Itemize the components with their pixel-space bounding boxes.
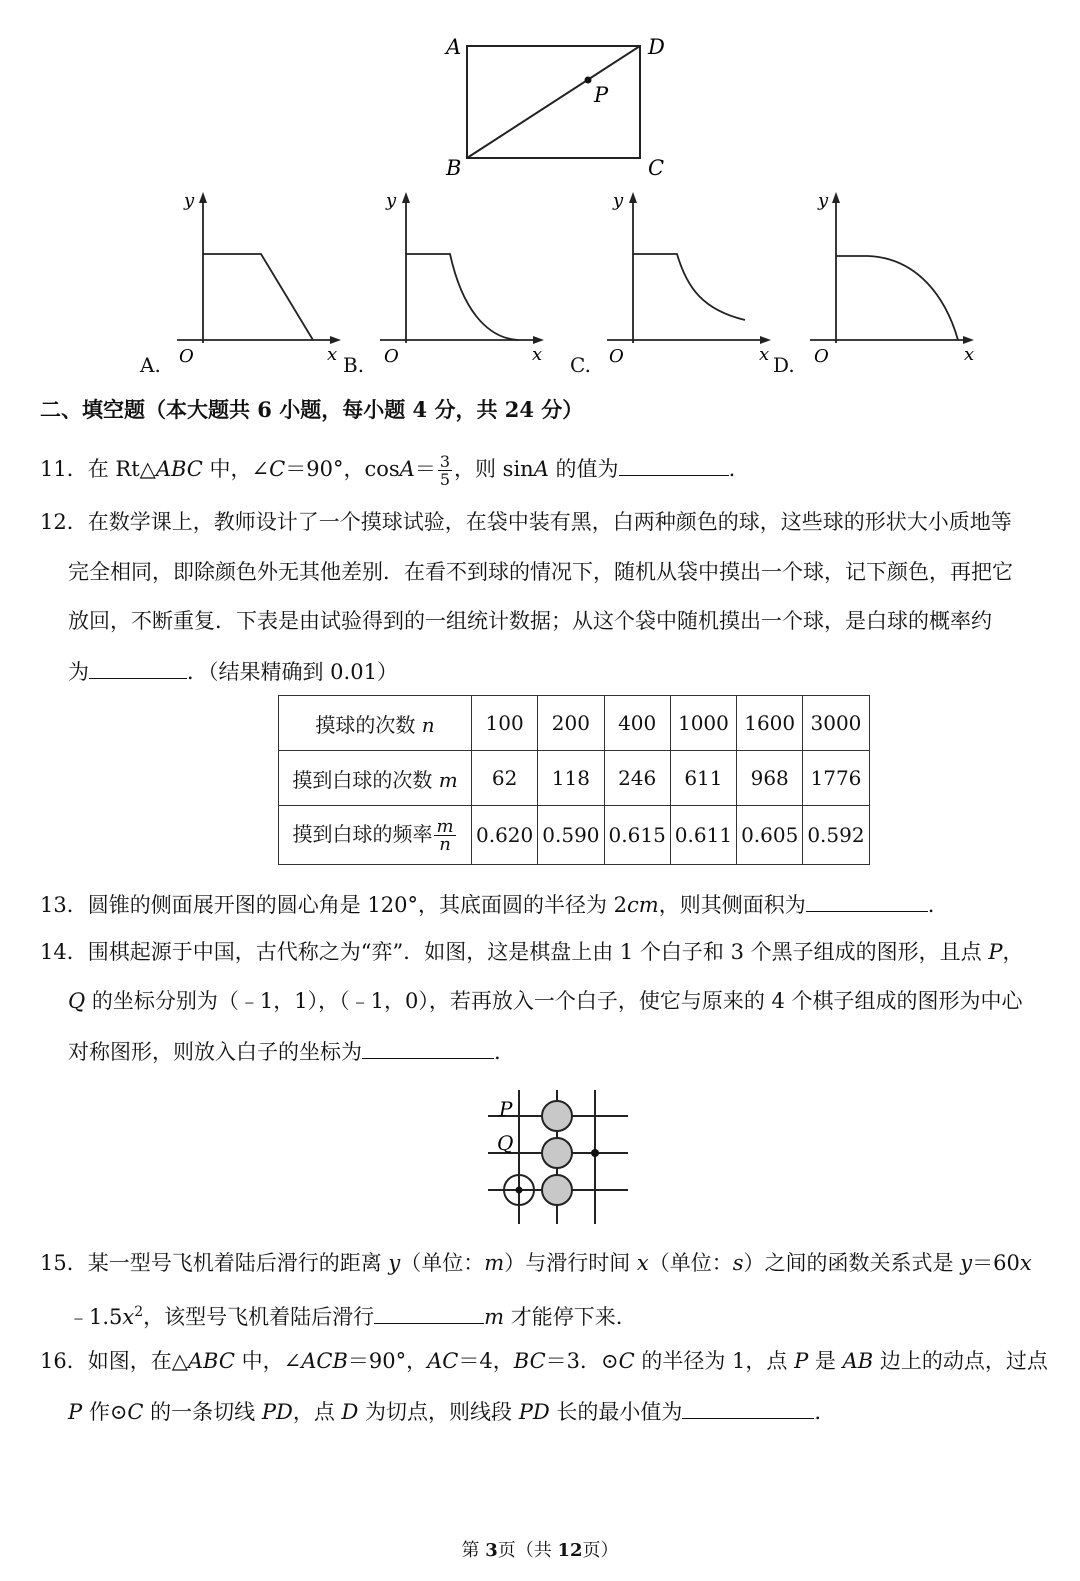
answer-blank[interactable] (619, 453, 729, 476)
answer-blank[interactable] (806, 889, 928, 912)
label-P: P (499, 1097, 513, 1121)
table-cell: 246 (604, 751, 670, 806)
origin-label: O (384, 346, 399, 367)
label-P: P (594, 83, 609, 107)
y-axis-label: y (613, 190, 624, 211)
label-Q: Q (497, 1131, 514, 1155)
table-cell: 0.605 (737, 806, 803, 865)
label-D: D (648, 35, 665, 59)
table-cell: 968 (737, 751, 803, 806)
table-cell: 3000 (803, 696, 869, 751)
row-header: 摸到白球的次数 m (279, 751, 472, 806)
answer-blank[interactable] (682, 1396, 814, 1419)
page-footer: 第 3页（共 12页） (461, 1540, 619, 1561)
table-cell: 100 (472, 696, 538, 751)
question-12-line2: 完全相同，即除颜色外无其他差别．在看不到球的情况下，随机从袋中摸出一个球，记下颜色，再把它 (68, 560, 1013, 584)
table-cell: 200 (538, 696, 604, 751)
table-cell: 0.590 (538, 806, 604, 865)
x-axis-label: x (532, 344, 543, 365)
table-row (279, 751, 870, 806)
option-c-label: C. (570, 353, 591, 377)
question-number: 13． (40, 893, 88, 917)
answer-blank[interactable] (89, 656, 187, 679)
table-row (279, 806, 870, 865)
label-C: C (648, 156, 665, 180)
option-d-label: D. (773, 353, 795, 377)
graph-option-b (378, 188, 548, 373)
table-cell: 0.615 (604, 806, 670, 865)
statistics-table (278, 695, 870, 865)
y-axis-label: y (818, 190, 829, 211)
question-number: 11． (40, 457, 88, 481)
table-cell: 0.611 (670, 806, 736, 865)
question-15-line1: 15．某一型号飞机着陆后滑行的距离 y（单位：m）与滑行时间 x（单位：s）之间的函数关系式是 y＝60x (40, 1251, 1032, 1275)
question-16-line2: P 作⊙C 的一条切线 PD，点 D 为切点，则线段 PD 长的最小值为 . (68, 1396, 821, 1426)
question-number: 15． (40, 1251, 88, 1275)
graph-option-a (175, 188, 345, 373)
question-14-line1: 14．围棋起源于中国，古代称之为“弈”．如图，这是棋盘上由 1 个白子和 3 个黑子组成的图形，且点 P， (40, 940, 1024, 964)
table-cell: 1600 (737, 696, 803, 751)
question-14-line3: 对称图形，则放入白子的坐标为 . (68, 1036, 501, 1066)
label-A: A (446, 35, 462, 59)
origin-label: O (814, 346, 829, 367)
option-b-label: B. (343, 353, 365, 377)
question-14-line2: Q 的坐标分别为（﹣1，1），（﹣1，0），若再放入一个白子，使它与原来的 4 个棋子组成的图形为中心 (68, 989, 1023, 1013)
answer-blank[interactable] (362, 1036, 494, 1059)
y-axis-label: y (386, 190, 397, 211)
table-cell: 118 (538, 751, 604, 806)
answer-blank[interactable] (374, 1301, 484, 1324)
question-12-line3: 放回，不断重复．下表是由试验得到的一组统计数据；从这个袋中随机摸出一个球，是白球的概率约 (68, 609, 992, 633)
section-heading: 二、填空题（本大题共 6 小题，每小题 4 分，共 24 分） (40, 397, 584, 422)
x-axis-label: x (964, 344, 975, 365)
table-cell: 1776 (803, 751, 869, 806)
page-number: 3 (485, 1540, 498, 1561)
option-a-label: A. (140, 353, 161, 377)
table-cell: 62 (472, 751, 538, 806)
question-number: 12． (40, 510, 88, 534)
question-13: 13．圆锥的侧面展开图的圆心角是 120°，其底面圆的半径为 2cm，则其侧面积为 . (40, 889, 934, 919)
graph-option-d (808, 188, 983, 373)
question-number: 16． (40, 1349, 88, 1373)
question-12-line4: 为 ．（结果精确到 0.01） (68, 656, 398, 686)
graph-option-c (605, 188, 780, 373)
origin-label: O (609, 346, 624, 367)
y-axis-label: y (184, 190, 195, 211)
total-pages: 12 (557, 1540, 583, 1561)
question-11: 11．在 Rt△ABC 中，∠C＝90°，cosA＝ $\frac{3}{5}$ ，则 sinA 的值为 . (40, 452, 736, 489)
row-header: 摸球的次数 n (279, 696, 472, 751)
table-row (279, 696, 870, 751)
label-B: B (446, 156, 462, 180)
x-axis-label: x (327, 344, 338, 365)
x-axis-label: x (759, 344, 770, 365)
row-header: 摸到白球的频率 $\frac{m}{n}$ (279, 806, 472, 865)
table-cell: 0.592 (803, 806, 869, 865)
origin-label: O (179, 346, 194, 367)
table-cell: 400 (604, 696, 670, 751)
question-16-line1: 16．如图，在△ABC 中，∠ACB＝90°，AC＝4，BC＝3．⊙C 的半径为 1，点 P 是 AB 边上的动点，过点 (40, 1349, 1048, 1373)
question-15-line2: $﹣1.5x^2$，该型号飞机着陆后滑行 m 才能停下来. (68, 1298, 622, 1331)
go-board-figure (484, 1088, 634, 1228)
question-12-line1: 12．在数学课上，教师设计了一个摸球试验，在袋中装有黑，白两种颜色的球，这些球的形状大小质地等 (40, 510, 1012, 534)
fraction-3-5: $\frac{3}{5}$ (439, 452, 450, 489)
table-cell: 611 (670, 751, 736, 806)
rectangle-figure (430, 30, 680, 190)
question-number: 14． (40, 940, 88, 964)
table-cell: 1000 (670, 696, 736, 751)
table-cell: 0.620 (472, 806, 538, 865)
